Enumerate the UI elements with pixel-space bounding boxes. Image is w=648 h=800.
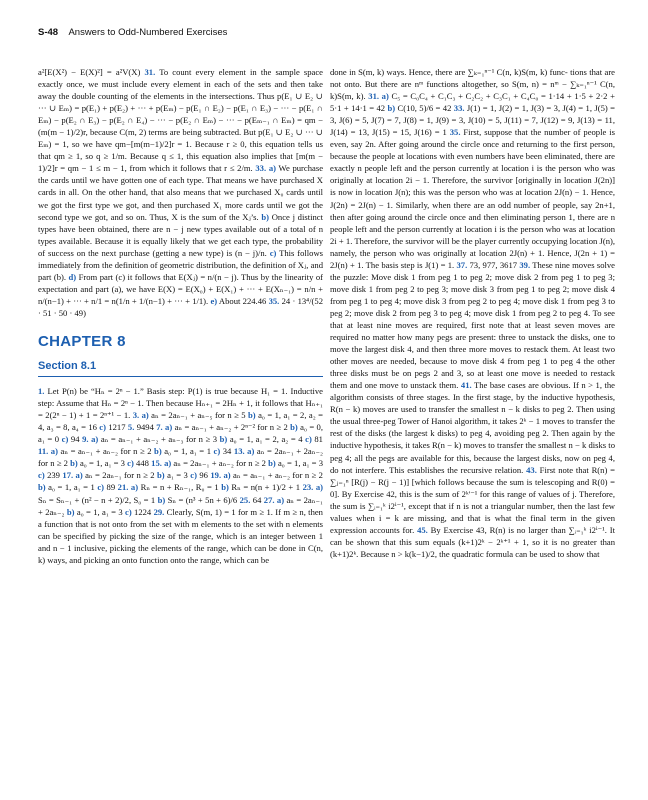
section-rule xyxy=(38,376,323,377)
running-title: Answers to Odd-Numbered Exercises xyxy=(68,27,228,38)
exercise-number: 19. a) xyxy=(210,470,231,481)
answer-text: done in S(m, k) ways. Hence, there are ∑ₖ₌₁ⁿ⁻¹ C(n, k)S(m, k) func- tions that are not onto. But there are nᵐ functions altogether, so S(m, n) = nᵐ − ∑ₖ₌₁ⁿ⁻¹ C(n, k)S(m, k). xyxy=(330,67,615,102)
page-number: S-48 xyxy=(38,27,59,38)
answer-text: 1224 xyxy=(131,506,154,517)
answer-text: First note that R(n) = ∑ⱼ₌₁ⁿ [R(j) − R(j − 1)] [which follows because the sum is telescoping and R(0) = 0]. By Exercise 42, this is the sum of 2ᵏ'⁻¹ for this range of values of j. Therefore, the sum is ∑ᵢ₌₁ᵏ i2ⁱ⁻¹, except that if n is not a triangular number, then the last few values when i = k are missing, and that is what the final term in the given expression accounts for. xyxy=(330,464,615,535)
exercise-number: c) xyxy=(99,422,106,433)
right-column xyxy=(330,66,615,560)
exercise-number: 1. xyxy=(38,386,45,397)
section-8-1-answers-continued xyxy=(330,66,615,560)
answer-text: a₀ = 0, a₁ = 0 xyxy=(38,422,323,445)
exercise-number: 45. xyxy=(417,524,428,535)
exercise-number: d) xyxy=(68,271,77,282)
answer-text: aₙ = aₙ₋₁ + aₙ₋₂ for n ≥ 2 xyxy=(230,470,323,481)
exercise-number: c) xyxy=(305,434,312,445)
answer-text: a₀ = 1, a₁ = 3 xyxy=(77,458,128,469)
answer-text: aₙ = 2aₙ₋₁ + aₙ₋₅ for n ≥ 5 xyxy=(148,410,249,421)
page-header xyxy=(38,27,227,38)
answer-text: 34 xyxy=(220,446,234,457)
answer-text: aₙ = aₙ₋₁ + aₙ₋₂ + aₙ₋₃ for n ≥ 3 xyxy=(98,434,220,445)
exercise-number: e) xyxy=(210,295,218,306)
exercise-number: c) xyxy=(38,470,45,481)
exercise-number: 31. a) xyxy=(368,91,389,102)
exercise-number: b) xyxy=(387,103,396,114)
exercise-number: b) xyxy=(221,482,229,493)
answer-text: C₅ = C₀C₄ + C₁C₃ + C₂C₂ + C₃C₁ + C₄C₀ = 1·14 + 1·5 + 2·2 + 5·1 + 14·1 = 42 xyxy=(330,91,615,114)
answer-text: Sₙ = Sₙ₋₁ + (n² − n + 2)/2, S₀ = 1 xyxy=(38,494,158,505)
exercise-number: 35. xyxy=(268,295,280,306)
exercise-number: b) xyxy=(268,458,276,469)
exercise-number: 21. a) xyxy=(117,482,139,493)
answer-text: a²[E(X²) − E(X)²] = a²V(X) xyxy=(38,67,145,77)
answer-text: aₙ = 2aₙ₋₁ for n ≥ 2 xyxy=(82,470,158,481)
answer-text: a₁ = 3 xyxy=(164,470,191,481)
exercise-number: 15. a) xyxy=(151,458,172,469)
answer-text: About 224.46 xyxy=(217,295,269,306)
answer-text: a₀ = 1, a₁ = 1 xyxy=(161,446,214,457)
answer-text: aₙ = 2aₙ₋₁ + 2aₙ₋₂ for n ≥ 2 xyxy=(38,446,323,469)
exercise-number: 23. a) xyxy=(302,482,323,493)
answer-text: We purchase the cards until we have gotten one of each type. That means we have purchased X cards in all. On the other hand, that also means that we purchased X₀ cards until we got the first type we got, and then purchased X₁ more cards until we got the second type we got, and so on. Thus, X is the sum of the Xⱼ’s. xyxy=(38,163,324,222)
answer-text: C(10, 5)/6 = 42 xyxy=(395,103,454,114)
answer-text: This follows immediately from the definition of geometric distribution, the definition of Xⱼ, and part (b). xyxy=(38,247,324,282)
answer-text: aₙ = aₙ₋₁ + aₙ₋₂ for n ≥ 2 xyxy=(57,446,155,457)
answer-text: a₀ = 1, a₁ = 1 xyxy=(45,482,98,493)
answer-text: 239 xyxy=(44,470,63,481)
chapter-heading: CHAPTER 8 xyxy=(38,332,126,350)
answer-text: a₀ = 1, a₁ = 2, a₂ = 4, a₃ = 8, a₄ = 16 xyxy=(38,410,323,433)
exercise-number: 43. xyxy=(526,464,537,475)
exercise-number: b) xyxy=(248,410,256,421)
answer-text: First, suppose that the number of people is even, say 2n. After going around the circle once and returning to the first person, because the people at locations with even numbers have been eliminated, there are exactly n people left and the person currently at location i is the person who was originally at location 2i − 1. Therefore, the survivor [originally in location J(2n)] is now in location J(n); this was the person who was at location 2J(n) − 1. Hence, J(2n) = 2J(n) − 1. Similarly, when there are an odd number of people, say 2n+1, then after going around the circle once and then eliminating person 1, there are n people left and the person currently at location i is the person who was at location 2i + 1. Therefore, the survivor will be the player currently occupying location J(n), namely, the person who was originally at location 2J(n) + 1. Hence, J(2n + 1) = 2J(n) + 1. The basis step is J(1) = 1. xyxy=(330,127,615,270)
answer-text: 89 xyxy=(104,482,118,493)
exercise-number: 41. xyxy=(460,380,472,391)
answer-text: a₀ = 1, a₁ = 3 xyxy=(275,458,324,469)
answer-text: By Exercise 43, R(n) is no larger than ∑ᵢ₌₁ᵏ i2ⁱ⁻¹. It can be shown that this sum equals (k+1)2ᵏ − 2ᵏ⁺¹ + 1, so it is no greater than (k+1)2ᵏ. Because n > k(k−1)/2, the quadratic formula can be used to show that xyxy=(330,524,615,559)
exercise-number: c) xyxy=(127,458,134,469)
answer-text: J(1) = 1, J(2) = 1, J(3) = 3, J(4) = 1, J(5) = 3, J(6) = 5, J(7) = 7, J(8) = 1, J(9) = 3, J(10) = 5, J(11) = 7, J(12) = 9, J(13) = 11, J(14) = 13, J(15) = 15, J(16) = 1 xyxy=(330,103,615,138)
answer-text: These nine moves solve the puzzle: Move disk 1 from peg 1 to peg 2; move disk 2 from peg 1 to peg 3; move disk 1 from peg 2 to peg 3; move disk 3 from peg 1 to peg 2; move disk 4 from peg 1 to peg 4; move disk 3 from peg 2 to peg 4; move disk 1 from peg 3 to peg 2; move disk 2 from peg 3 to peg 4; move disk 1 from peg 2 to peg 4. To see that at least nine moves are required, first note that at least seven moves are required no matter how many pegs are present: three to unstack the disks, one to move the largest disk 4, and then three more moves to restack them. At least two other moves are needed, because to move disk 4 from peg 1 to peg 4 the other three disks must be on pegs 2 and 3, so at least one move is needed to restack them and one move to unstack them. xyxy=(330,259,615,391)
exercise-number: 9. a) xyxy=(82,434,99,445)
section-8-1-answers xyxy=(38,385,323,566)
exercise-number: b) xyxy=(154,446,162,457)
exercise-number: c) xyxy=(190,470,197,481)
exercise-number: 35. xyxy=(449,127,461,138)
exercise-number: 11. a) xyxy=(38,446,58,457)
answer-text: 64 xyxy=(250,494,264,505)
exercise-number: 25. xyxy=(239,494,251,505)
answer-text: 81 xyxy=(311,434,323,445)
exercise-number: b) xyxy=(261,211,269,222)
answer-text: Let P(n) be “Hₙ = 2ⁿ − 1.” Basis step: P(1) is true because H₁ = 1. Inductive step: Assume that Hₙ = 2ⁿ − 1. Then because Hₙ₊₁ = 2Hₙ + 1, it follows that Hₙ₊₁ = 2(2ⁿ − 1) + 1 = 2ⁿ⁺¹ − 1. xyxy=(38,386,323,421)
answer-text: Rₙ = n(n + 1)/2 + 1 xyxy=(228,482,303,493)
exercise-number: 31. xyxy=(144,67,156,77)
answer-text: Sₙ = (n³ + 5n + 6)/6 xyxy=(165,494,240,505)
answer-text: To count every element in the sample space exactly once, we must include every element in each of the sets and then take away the double counting of the elements in the intersections. Thus p(E₁ ∪ E₂ ∪ ··· ∪ Eₘ) = p(E₁) + p(E₂) + ··· + p(Eₘ) − p(E₁ ∩ E₂) − p(E₁ ∩ E₃) − ··· − p(E₁ ∩ Eₘ) − p(E₂ ∩ E₃) − p(E₂ ∩ E₄) − ··· − p(E₂ ∩ Eₘ) − ··· − p(Eₘ₋₁ ∩ Eₘ) = qm − (m(m − 1)/2)r, because C(m, 2) terms are being subtracted. But p(E₁ ∪ E₂ ∪ ··· ∪ Eₘ) = 1, so we have qm−[m(m−1)/2]r = 1. Because r ≥ 0, this equation tells us that qm ≥ 1, so q ≥ 1/m. Because q ≤ 1, this equation also implies that [m(m − 1)/2]r = qm − 1 ≤ m − 1, from which it follows that r ≤ 2/m. xyxy=(38,67,323,174)
answer-text: 448 xyxy=(133,458,152,469)
answer-text: aₙ = 2aₙ₋₁ + 2aₙ₋₂ xyxy=(38,494,323,517)
exercise-number: c) xyxy=(97,482,105,493)
exercise-number: 3. a) xyxy=(132,410,149,421)
answer-text: 73, 977, 3617 xyxy=(467,259,520,270)
answer-text: Clearly, S(m, 1) = 1 for m ≥ 1. If m ≥ n, then a function that is not onto from the set with m elements to the set with n elements can be specified by picking the size of the range, which is an integer between 1 and n − 1 inclusive, picking the elements of the range, which can be done in C(n, k) ways, and picking an onto function onto the range, which can be xyxy=(38,506,323,565)
exercise-number: b) xyxy=(157,470,165,481)
exercise-number: 33. a) xyxy=(255,163,276,174)
exercise-number: b) xyxy=(290,422,298,433)
answer-text: 9494 xyxy=(134,422,157,433)
answer-text: aₙ = 2aₙ₋₁ + aₙ₋₂ for n ≥ 2 xyxy=(171,458,269,469)
exercise-number: b) xyxy=(219,434,228,445)
left-column xyxy=(38,66,323,566)
answer-text: aₙ = aₙ₋₁ + aₙ₋₂ + 2ⁿ⁻² for n ≥ 2 xyxy=(172,422,291,433)
exercise-number: c) xyxy=(213,446,221,457)
answer-text: a₀ = 1, a₁ = 3 xyxy=(74,506,125,517)
chapter-7-answers-continued xyxy=(38,66,323,319)
answer-text: a₀ = 1, a₁ = 2, a₂ = 4 xyxy=(227,434,306,445)
answer-text: 1217 xyxy=(105,422,128,433)
exercise-number: b) xyxy=(66,506,75,517)
answer-text: 96 xyxy=(196,470,211,481)
exercise-number: b) xyxy=(38,482,46,493)
exercise-number: 39. xyxy=(519,259,531,270)
answer-text: From part (c) it follows that E(Xⱼ) = n/(n − j). Thus by the linearity of expectation and part (a), we have E(X) = E(X₀) + E(X₁) + ··· + E(Xₙ₋₁) = n/n + n/(n−1) + ··· + n/1 = n(1/n + 1/(n−1) + ··· + 1/1). xyxy=(38,271,324,306)
exercise-number: 7. a) xyxy=(156,422,173,433)
answer-text: 24 · 13⁴/(52 · 51 · 50 · 49) xyxy=(38,295,323,318)
exercise-number: c) xyxy=(61,434,69,445)
section-heading: Section 8.1 xyxy=(38,360,97,373)
exercise-number: b) xyxy=(70,458,78,469)
answer-text: Once j distinct types have been obtained, there are n − j new types available out of a total of n types available. Because it is equally likely that we get each type, the probability of success on the next purchase (getting a new type) is (n − j)/n. xyxy=(38,211,323,258)
exercise-number: c) xyxy=(125,506,132,517)
exercise-number: 37. xyxy=(456,259,468,270)
answer-text: 94 xyxy=(68,434,83,445)
exercise-number: 17. a) xyxy=(62,470,83,481)
exercise-number: 27. a) xyxy=(263,494,285,505)
exercise-number: 13. a) xyxy=(233,446,255,457)
answer-text: Rₙ = n + Rₙ₋₁, R₀ = 1 xyxy=(138,482,222,493)
exercise-number: c) xyxy=(269,247,277,258)
exercise-number: 33. xyxy=(453,103,465,114)
exercise-number: 29. xyxy=(153,506,165,517)
answer-text: The base cases are obvious. If n > 1, the algorithm consists of three stages. In the first stage, by the inductive hypothesis, R(n − k) moves are used to transfer the smallest n − k disks to peg 2. Then using the usual three-peg Tower of Hanoi algorithm, it takes 2ᵏ − 1 moves to transfer the rest of the disks (the largest k disks) to peg 4, avoiding peg 2. Then again by the inductive hypothesis, it takes R(n − k) moves to transfer the smallest n − k disks to peg 4; all the pegs are available for this, because the largest disks, now on peg 4, do not interfere. This establishes the recursive relation. xyxy=(330,380,615,475)
exercise-number: b) xyxy=(157,494,166,505)
exercise-number: 5. xyxy=(127,422,135,433)
